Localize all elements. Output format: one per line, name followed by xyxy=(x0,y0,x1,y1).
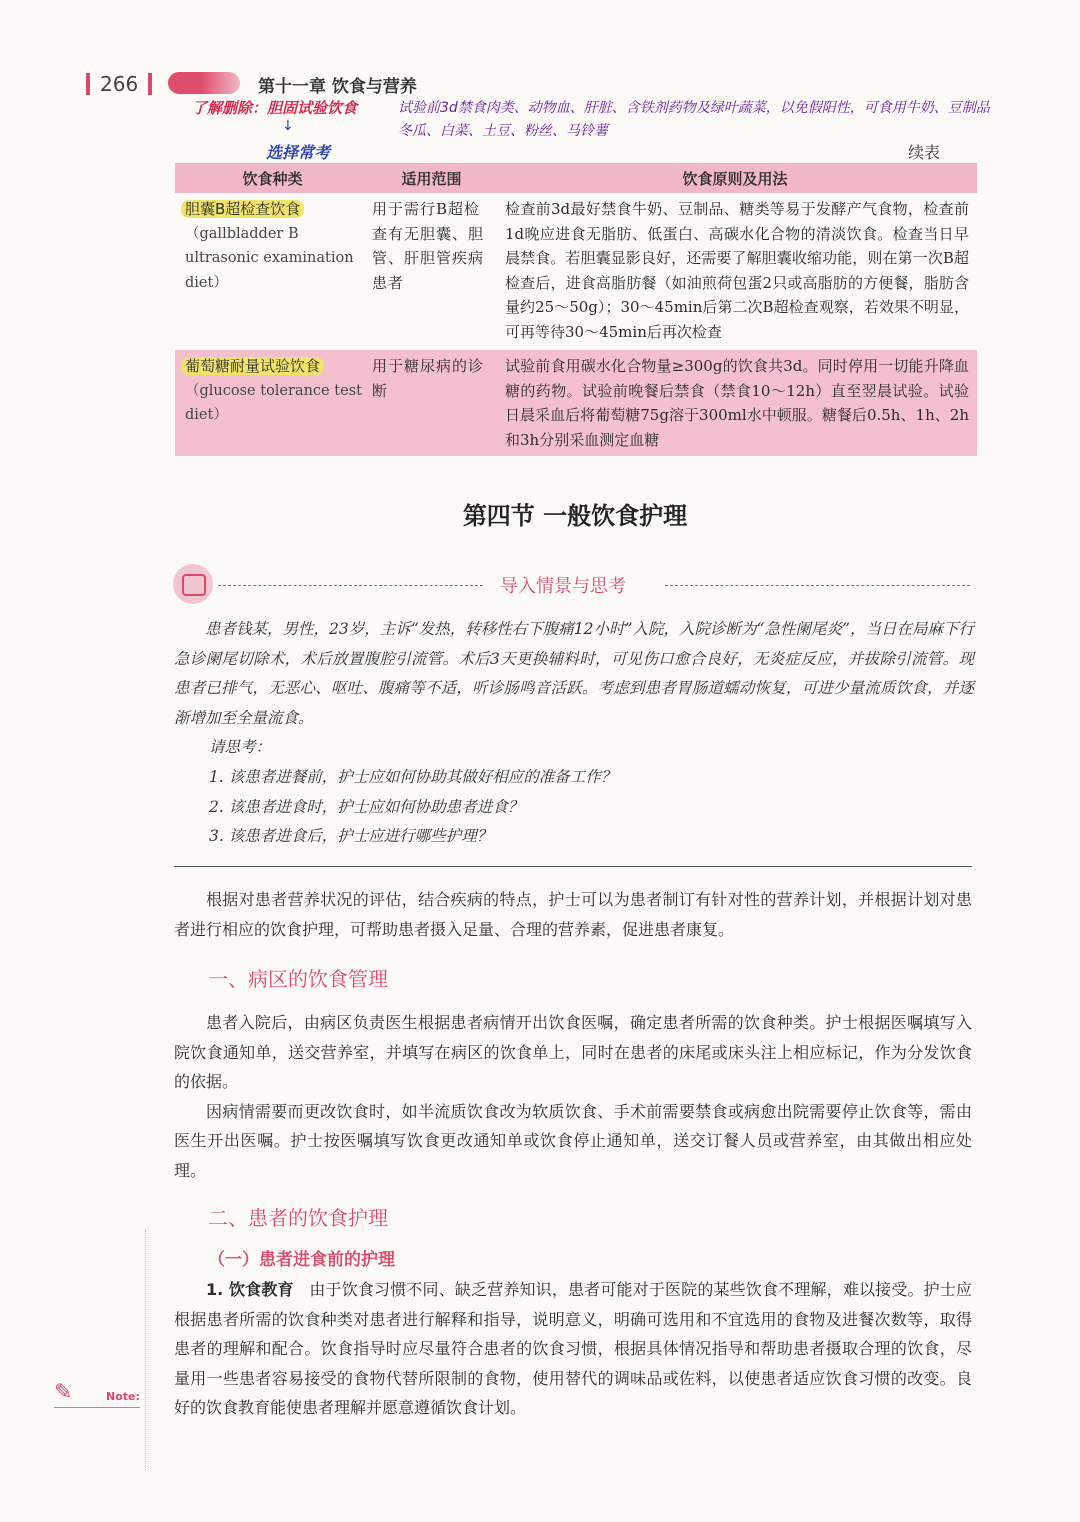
diet-education-body: 由于饮食习惯不同、缺乏营养知识，患者可能对于医院的某些饮食不理解，难以接受。护士应根据患者所需的饮食种类对患者进行解释和指导，说明意义，明确可选用和不宜选用的食物及进餐次数等，取得患者的理解和配合。饮食指导时应尽量符合患者的饮食习惯，根据具体情况指导和帮助患者摄取合理的饮食，尽量用一些患者容易接受的食物代替所限制的食物，使用替代的调味品或佐料，以使患者适应饮食习惯的改变。良好的饮食教育能使患者理解并愿意遵循饮食计划。 xyxy=(174,1280,972,1417)
question-item: 3. 该患者进食后，护士应进行哪些护理？ xyxy=(209,827,493,846)
case-text: 患者钱某，男性，23岁，主诉“发热，转移性右下腹痛12小时”入院，入院诊断为“急性阑尾炎”，当日在局麻下行急诊阑尾切除术，术后放置腹腔引流管。术后3天更换辅料时，可见伤口愈合良好，无炎症反应，并拔除引流管。现患者已排气，无恶心、呕吐、腹痛等不适，听诊肠鸣音活跃。考虑到患者胃肠道蠕动恢复，可进少量流质饮食，并逐渐增加至全量流食。 xyxy=(174,620,974,727)
chapter-title: 第十一章 饮食与营养 xyxy=(258,77,417,97)
handwritten-note-purple-2: 冬瓜、白菜、土豆、粉丝、马铃薯 xyxy=(398,123,608,139)
diet-principle: 试验前食用碳水化合物量≥300g的饮食共3d。同时停用一切能升降血糖的药物。试验前晚餐后禁食（禁食10～12h）直至翌晨试验。试验日晨采血后将葡萄糖75g溶于300ml水中顿服。糖餐后0.5h、1h、2h和3h分别采血测定血糖 xyxy=(505,357,969,449)
paragraph: 因病情需要而更改饮食时，如半流质饮食改为软质饮食、手术前需要禁食或病愈出院需要停止饮食等，需由医生开出医嘱。护士按医嘱填写饮食更改通知单或饮食停止通知单，送交订餐人员或营养室，由其做出相应处理。 xyxy=(174,1101,972,1180)
heading-ward-diet-management: 一、病区的饮食管理 xyxy=(208,967,388,991)
intro-paragraph xyxy=(174,885,972,944)
diet-education-label: 1. 饮食教育 xyxy=(206,1280,294,1299)
diet-table xyxy=(175,163,977,456)
diet-scope: 用于糖尿病的诊断 xyxy=(372,357,485,400)
diet-name: 胆囊B超检查饮食 xyxy=(181,200,304,218)
table-continued-label: 续表 xyxy=(908,143,941,162)
handwritten-note-red: 了解删除：胆固试验饮食 xyxy=(192,99,358,117)
case-study xyxy=(174,615,974,852)
diet-principle: 检查前3d最好禁食牛奶、豆制品、糖类等易于发酵产气食物，检查前1d晚应进食无脂肪、低蛋白、高碳水化合物的清淡饮食。检查当日早晨禁食。若胆囊显影良好，还需要了解胆囊收缩功能，则在第一次B超检查后，进食高脂肪餐（如油煎荷包蛋2只或高脂肪的方便餐，脂肪含量约25～50g）；30～45min后第二次B超检查观察，若效果不明显，可再等待30～45min后再次检查 xyxy=(505,200,969,341)
divider-right xyxy=(665,585,970,586)
table-row xyxy=(175,193,977,348)
diet-name: 葡萄糖耐量试验饮食 xyxy=(181,357,324,375)
header-scope: 适用范围 xyxy=(401,169,462,188)
pen-icon: ✎ xyxy=(54,1380,73,1405)
diet-name-cell xyxy=(175,354,370,452)
paragraph: 患者入院后，由病区负责医生根据患者病情开出饮食医嘱，确定患者所需的饮食种类。护士根据医嘱填写入院饮食通知单，送交营养室，并填写在病区的饮食单上，同时在患者的床尾或床头注上相应标记，作为分发饮食的依据。 xyxy=(174,1013,972,1091)
question-item: 2. 该患者进食时，护士应如何协助患者进食？ xyxy=(209,797,524,816)
header-bar-left xyxy=(86,73,90,95)
brain-thinking-icon xyxy=(173,564,213,604)
note-underline xyxy=(54,1407,140,1408)
ward-management-text xyxy=(174,1008,972,1185)
diet-scope: 用于需行B超检查有无胆囊、胆管、肝胆管疾病患者 xyxy=(372,200,485,292)
margin-divider xyxy=(145,1230,146,1470)
subheading-before-meal: （一）患者进食前的护理 xyxy=(208,1250,395,1270)
divider-left xyxy=(218,585,483,586)
think-label: 请思考： xyxy=(209,738,272,757)
case-divider xyxy=(174,866,972,867)
page-number: 266 xyxy=(100,72,139,96)
diet-name-en: （gallbladder B ultrasonic examination diet） xyxy=(185,225,354,291)
diet-name-en: （glucose tolerance test diet） xyxy=(185,382,362,423)
note-label: Note: xyxy=(106,1390,140,1403)
paragraph: 根据对患者营养状况的评估，结合疾病的特点，护士可以为患者制订有针对性的营养计划，并根据计划对患者进行相应的饮食护理，可帮助患者摄入足量、合理的营养素，促进患者康复。 xyxy=(174,890,972,939)
handwritten-arrow: ↓ xyxy=(282,118,294,134)
diet-name-cell xyxy=(175,197,370,344)
header-principle: 饮食原则及用法 xyxy=(682,169,788,188)
header-bar-right xyxy=(148,73,152,95)
header-diet-type: 饮食种类 xyxy=(242,169,303,188)
section-title: 第四节 一般饮食护理 xyxy=(462,502,688,530)
intro-title: 导入情景与思考 xyxy=(500,576,626,597)
table-header xyxy=(175,163,977,193)
question-item: 1. 该患者进餐前，护士应如何协助其做好相应的准备工作？ xyxy=(209,767,617,786)
heading-patient-diet-care: 二、患者的饮食护理 xyxy=(208,1206,388,1230)
handwritten-note-blue: 选择常考 xyxy=(266,143,331,162)
chapter-pill-decoration xyxy=(168,72,240,94)
table-row xyxy=(175,350,977,456)
handwritten-note-purple-1: 试验前3d禁食肉类、动物血、肝脏、含铁剂药物及绿叶蔬菜，以免假阳性，可食用牛奶、豆制品 xyxy=(398,100,990,116)
diet-education-text xyxy=(174,1275,972,1423)
